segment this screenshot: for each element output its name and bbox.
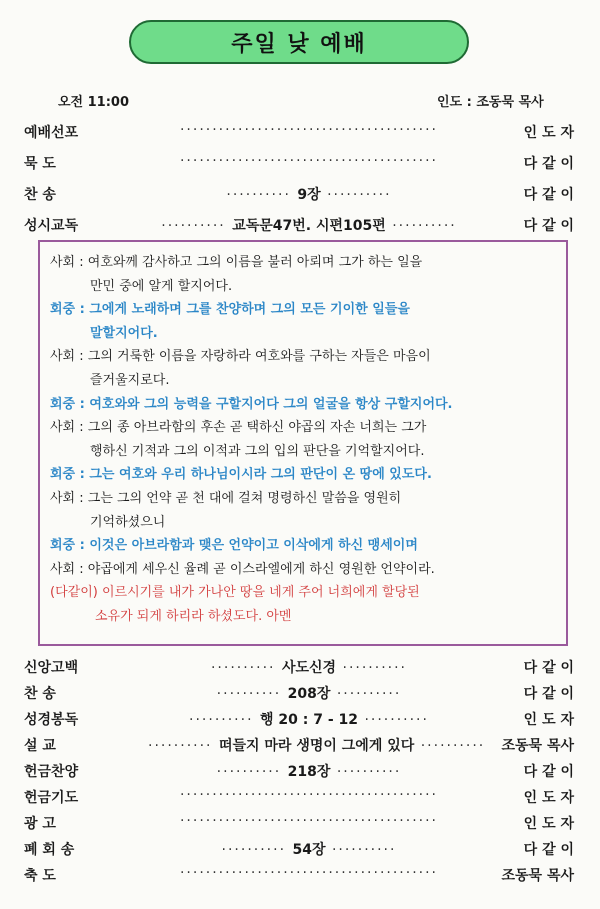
order-row <box>24 865 574 889</box>
reading-line: 사회 : 야곱에게 세우신 율례 곧 이스라엘에게 하신 영원한 언약이라. <box>50 561 435 577</box>
order-row <box>24 657 574 681</box>
reading-line: 사회 : 그의 거룩한 이름을 자랑하라 여호와를 구하는 자들은 마음이 <box>50 349 431 365</box>
order-leader: 다 같 이 <box>523 764 574 780</box>
order-item: 설 교 <box>24 738 56 754</box>
order-leader: 다 같 이 <box>523 156 574 172</box>
order-row <box>24 683 574 707</box>
order-row <box>24 153 574 177</box>
reading-line: 회중 : 이것은 아브라함과 맺은 언약이고 이삭에게 하신 맹세이며 <box>50 538 418 554</box>
reading-line: 말할지어다. <box>90 325 158 341</box>
reading-line: 만민 중에 알게 할지어다. <box>90 278 233 294</box>
order-item: 축 도 <box>24 868 56 884</box>
order-row <box>24 839 574 863</box>
order-item: 헌금찬양 <box>24 764 79 780</box>
reading-line: 사회 : 그는 그의 언약 곧 천 대에 걸쳐 명령하신 말씀을 영원히 <box>50 491 402 506</box>
order-middle-text: 교독문47번. 시편105편 <box>232 218 386 234</box>
order-item: 헌금기도 <box>24 790 79 806</box>
order-leader: 인 도 자 <box>523 816 574 832</box>
order-row <box>24 184 574 208</box>
order-middle: ········································ <box>179 153 438 169</box>
presider: 인도 : 조동묵 목사 <box>437 95 544 110</box>
order-middle: ········································ <box>179 865 438 881</box>
order-middle: ·········· 208장 ·········· <box>216 686 402 702</box>
order-leader: 다 같 이 <box>523 218 574 234</box>
order-item: 폐 회 송 <box>24 842 75 858</box>
order-row <box>24 735 574 759</box>
order-middle: ·········· 218장 ·········· <box>216 764 402 780</box>
order-middle-text: 208장 <box>287 686 331 702</box>
order-middle: ·········· 행 20 : 7 - 12 ·········· <box>189 712 429 728</box>
order-item: 광 고 <box>24 816 56 832</box>
order-item: 예배선포 <box>24 125 79 141</box>
order-middle: ·········· 교독문47번. 시편105편 ·········· <box>161 218 457 234</box>
order-middle-text: 218장 <box>287 764 331 780</box>
reading-line: 행하신 기적과 그의 이적과 그의 입의 판단을 기억할지어다. <box>90 443 425 459</box>
reading-line: 회중 : 그는 여호와 우리 하나님이시라 그의 판단이 온 땅에 있도다. <box>50 467 432 483</box>
order-leader: 인 도 자 <box>523 712 574 728</box>
reading-line: 기억하셨으니 <box>90 514 166 530</box>
order-item: 신앙고백 <box>24 660 79 676</box>
order-middle: ·········· 54장 ·········· <box>221 842 397 858</box>
order-leader: 다 같 이 <box>523 686 574 702</box>
order-leader: 조동묵 목사 <box>501 738 574 754</box>
order-leader: 인 도 자 <box>523 790 574 806</box>
order-item: 묵 도 <box>24 156 56 172</box>
order-leader: 조동묵 목사 <box>501 868 574 884</box>
reading-line: 사회 : 여호와께 감사하고 그의 이름을 불러 아뢰며 그가 하는 일을 <box>50 255 423 270</box>
order-middle-text: 54장 <box>292 842 326 858</box>
reading-line: 회중 : 그에게 노래하며 그를 찬양하며 그의 모든 기이한 일들을 <box>50 302 410 318</box>
order-leader: 다 같 이 <box>523 660 574 676</box>
order-row <box>24 761 574 785</box>
reading-line: 사회 : 그의 종 아브라함의 후손 곧 택하신 야곱의 자손 너희는 그가 <box>50 420 427 436</box>
order-item: 찬 송 <box>24 686 56 702</box>
order-row <box>24 122 574 146</box>
service-time: 오전 11:00 <box>58 95 130 110</box>
order-leader: 다 같 이 <box>523 187 574 203</box>
order-middle: ········································ <box>179 813 438 829</box>
service-title: 주일 낮 예배 <box>129 20 469 64</box>
order-middle: ·········· 9장 ·········· <box>226 187 392 203</box>
order-item: 성경봉독 <box>24 712 79 728</box>
order-middle: ········································ <box>179 122 438 138</box>
order-row <box>24 215 574 239</box>
reading-line: 즐거울지로다. <box>90 373 170 388</box>
order-row <box>24 709 574 733</box>
order-row <box>24 787 574 811</box>
reading-line: 소유가 되게 하리라 하셨도다. 아멘 <box>95 609 292 624</box>
order-middle: ········································ <box>179 787 438 803</box>
reading-line: 회중 : 여호와와 그의 능력을 구할지어다 그의 얼굴을 항상 구할지어다. <box>50 396 453 412</box>
order-middle-text: 떠들지 마라 생명이 그에게 있다 <box>218 738 415 754</box>
order-middle-text: 사도신경 <box>281 660 337 676</box>
order-middle-text: 9장 <box>297 187 321 203</box>
order-leader: 다 같 이 <box>523 842 574 858</box>
order-leader: 인 도 자 <box>523 125 574 141</box>
order-row <box>24 813 574 837</box>
reading-line: (다같이) 이르시기를 내가 가나안 땅을 네게 주어 너희에게 할당된 <box>50 585 420 601</box>
order-middle: ·········· 사도신경 ·········· <box>210 660 407 676</box>
order-item: 성시교독 <box>24 218 79 234</box>
order-middle: ·········· 떠들지 마라 생명이 그에게 있다 ·········· <box>148 738 486 754</box>
order-middle-text: 행 20 : 7 - 12 <box>259 712 358 728</box>
order-item: 찬 송 <box>24 187 56 203</box>
